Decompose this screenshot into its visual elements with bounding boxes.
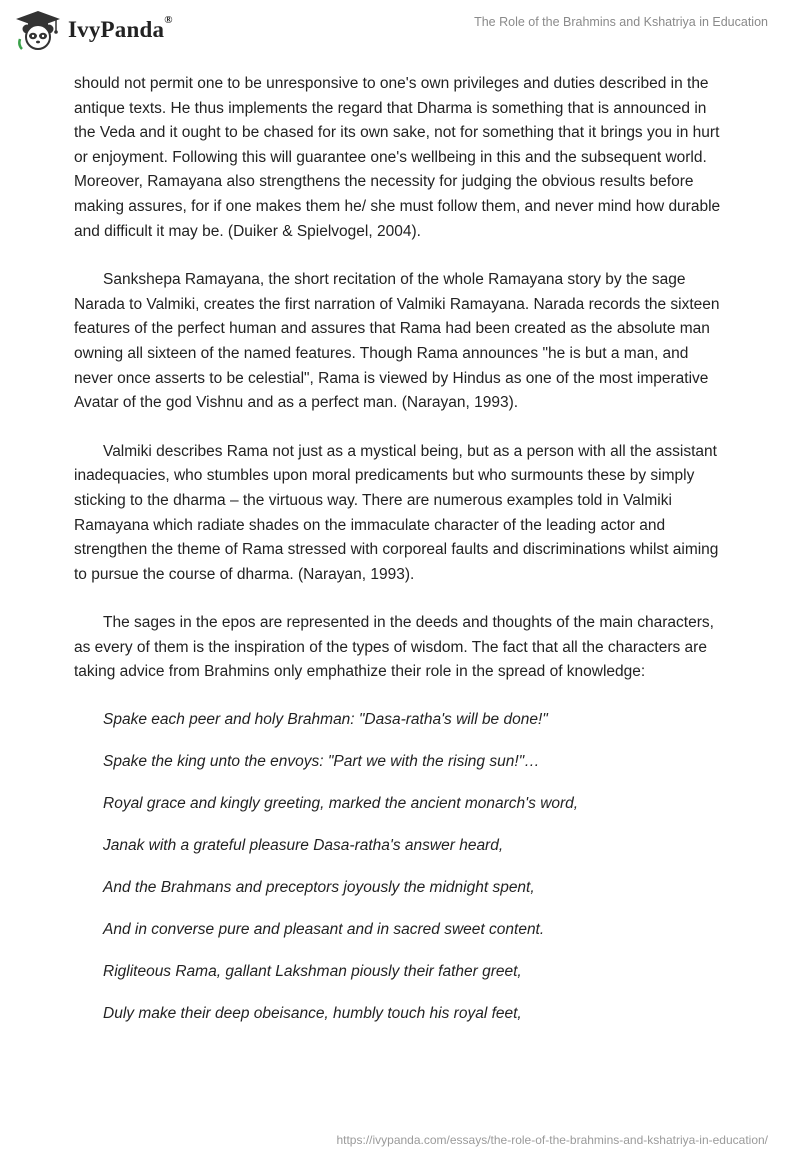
- registered-mark: ®: [164, 14, 173, 26]
- verse-line: And the Brahmans and preceptors joyously the midnight spent,: [103, 879, 535, 897]
- document-title: The Role of the Brahmins and Kshatriya in Education: [474, 15, 768, 29]
- verse-line: Duly make their deep obeisance, humbly touch his royal feet,: [103, 1005, 522, 1023]
- paragraph: should not permit one to be unresponsive to one's own privileges and duties described in the antique texts. He thus implements the regard that Dharma is something that is announced in the Veda and it ought to be chased for its own sake, not for something that it brings you in hurt or enjoyment. Following this will guarantee one's wellbeing in this and the subsequent world. Moreover, Ramayana also strengthens the necessity for judging the obvious results before making assures, for if one makes them he/ she must follow them, and never mind how durable and difficult it may be. (Duiker & Spielvogel, 2004).: [74, 75, 721, 240]
- verse-quote: [74, 709, 724, 1025]
- essay-body: [74, 72, 724, 1045]
- ivypanda-logo[interactable]: [14, 9, 173, 51]
- verse-line: Spake the king unto the envoys: "Part we with the rising sun!"…: [103, 753, 540, 771]
- verse-line: And in converse pure and pleasant and in sacred sweet content.: [103, 921, 545, 939]
- page-header: [0, 0, 800, 62]
- brand-name: IvyPanda®: [68, 14, 173, 42]
- paragraph: Valmiki describes Rama not just as a mystical being, but as a person with all the assistant inadequacies, who stumbles upon moral predicaments but who surmounts these by simply sticking to the dharma – the virtuous way. There are numerous examples told in Valmiki Ramayana which radiate shades on the immaculate character of the leading actor and strengthen the theme of Rama stressed with corporeal faults and discriminations whilst aiming to pursue the course of dharma. (Narayan, 1993).: [74, 442, 719, 583]
- verse-line: Rigliteous Rama, gallant Lakshman piously their father greet,: [103, 963, 522, 981]
- paragraph: Sankshepa Ramayana, the short recitation of the whole Ramayana story by the sage Narada to Valmiki, creates the first narration of Valmiki Ramayana. Narada records the sixteen features of the perfect human and assures that Rama had been created as the absolute man owning all sixteen of the named features. Though Rama announces "he is but a man, and never once asserts to be celestial", Rama is viewed by Hindus as one of the most imperative Avatar of the god Vishnu and as a perfect man. (Narayan, 1993).: [74, 271, 720, 412]
- paragraph: The sages in the epos are represented in the deeds and thoughts of the main characters, as every of them is the inspiration of the types of wisdom. The fact that all the characters are taking advice from Brahmins only emphathize their role in the spread of knowledge:: [74, 614, 714, 681]
- panda-graduation-cap-icon: [14, 9, 62, 51]
- verse-line: Janak with a grateful pleasure Dasa-ratha's answer heard,: [103, 837, 504, 855]
- verse-line: Royal grace and kingly greeting, marked the ancient monarch's word,: [103, 795, 579, 813]
- verse-line: Spake each peer and holy Brahman: "Dasa-ratha's will be done!": [103, 711, 548, 729]
- source-url-link[interactable]: https://ivypanda.com/essays/the-role-of-the-brahmins-and-kshatriya-in-education/: [336, 1133, 768, 1147]
